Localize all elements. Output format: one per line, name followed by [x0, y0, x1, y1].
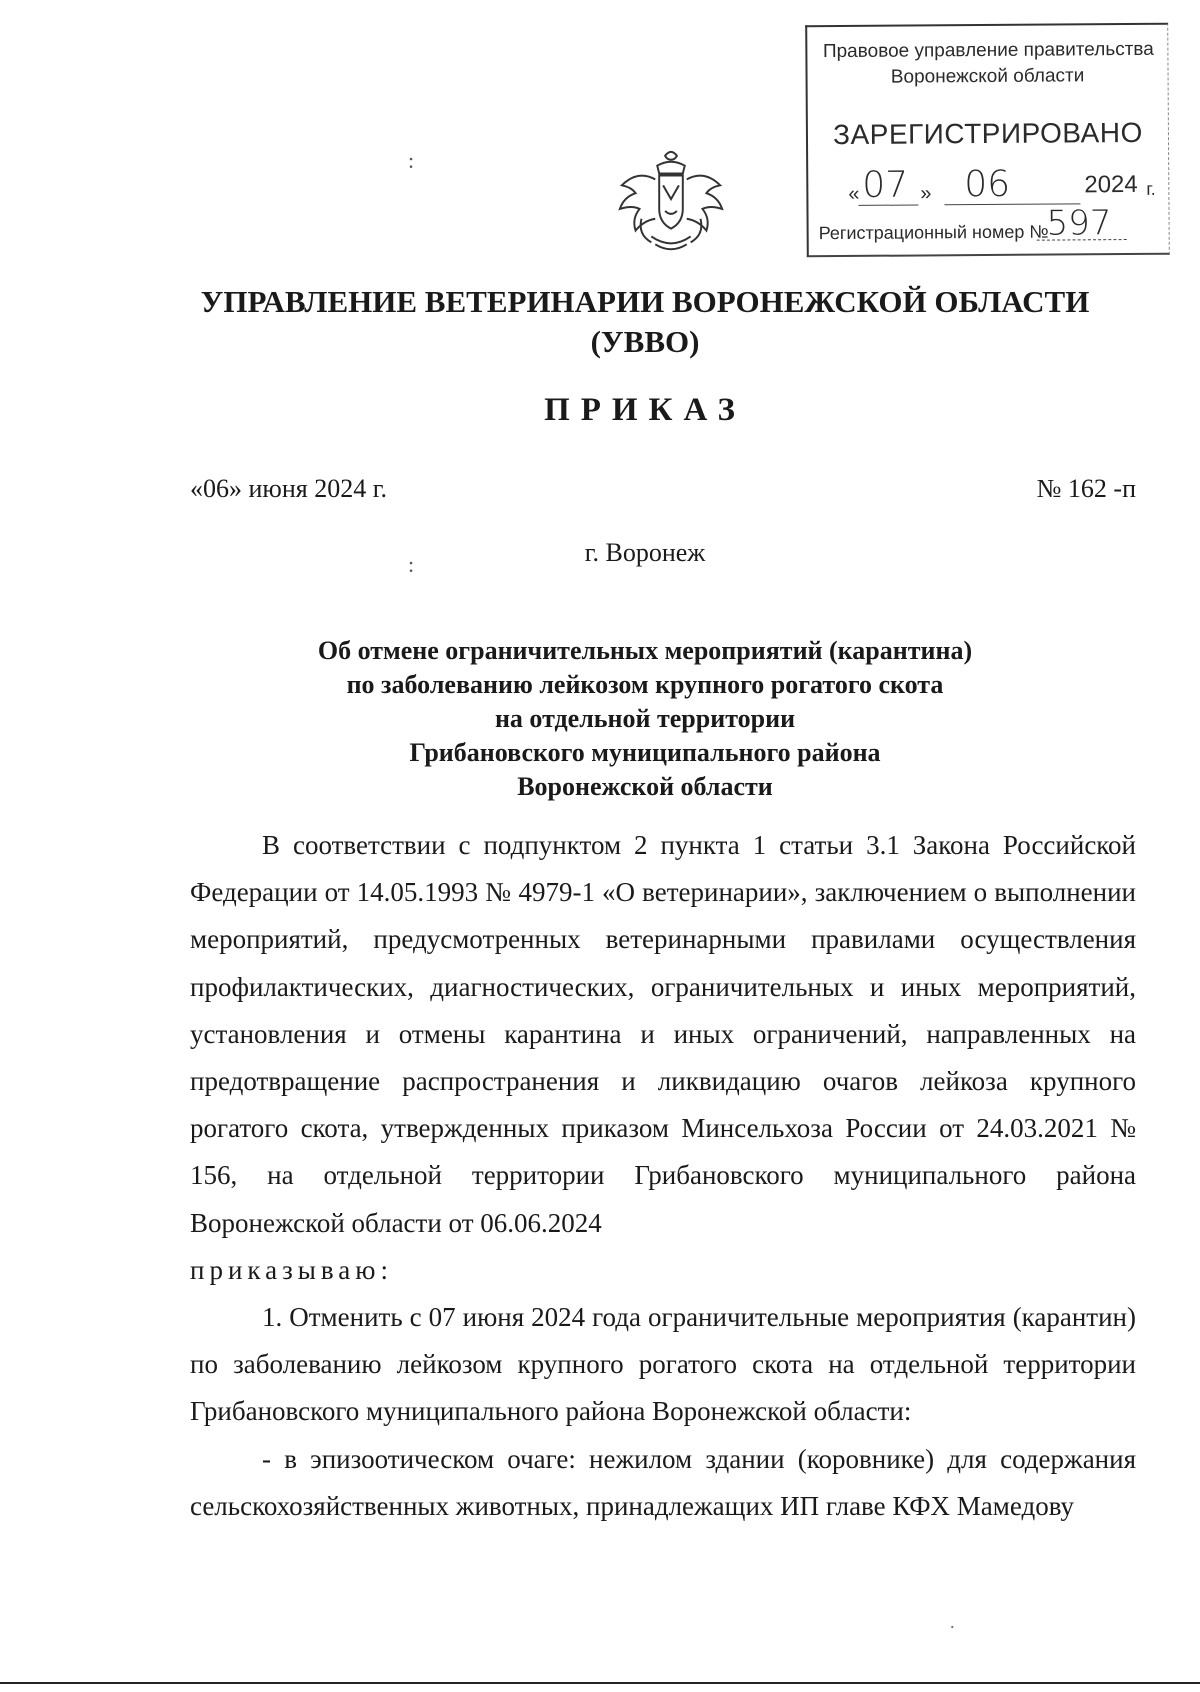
title-line: по заболеванию лейкозом крупного рогатого скота [346, 670, 944, 699]
stamp-date [848, 165, 1158, 207]
stamp-year-suffix: г. [1146, 178, 1156, 199]
order-word: приказываю: [190, 1254, 393, 1285]
stamp-month: 06 [964, 163, 1011, 206]
document-date: «06» июня 2024 г. [190, 474, 387, 503]
title-line: Об отмене ограничительных мероприятий (карантина) [317, 636, 973, 665]
scan-edge-line [0, 1682, 1200, 1684]
title-line: Воронежской области [517, 772, 773, 801]
stamp-quote-close: » [920, 182, 932, 205]
stamp-reg-number: 597 [1046, 203, 1112, 244]
stamp-registered-label: ЗАРЕГИСТРИРОВАНО [833, 116, 1143, 151]
stamp-day: 07 [862, 164, 909, 206]
scan-artifact: . [950, 1612, 955, 1632]
stamp-region-line: Воронежской области [890, 65, 1085, 88]
title-line: на отдельной территории [494, 704, 796, 733]
document-number: № 162 -п [1036, 474, 1136, 503]
document-title [150, 634, 1140, 804]
organization-abbreviation: (УВВО) [590, 324, 700, 359]
organization-name: УПРАВЛЕНИЕ ВЕТЕРИНАРИИ ВОРОНЕЖСКОЙ ОБЛАСТИ [200, 284, 1090, 319]
order-item-1: 1. Отменить с 07 июня 2024 года ограничительные мероприятия (карантин) по заболеванию лейкозом крупного рогатого скота на отдельной территории Грибановского муниципального района Воронежской области: [190, 1302, 1136, 1427]
document-type-heading: ПРИКАЗ [544, 392, 746, 428]
coat-of-arms-emblem [612, 146, 730, 264]
scan-artifact: : [408, 552, 415, 577]
stamp-authority-line: Правовое управление правительства [822, 38, 1154, 63]
order-item-1-subitem: - в эпизоотическом очаге: нежилом здании (коровнике) для содержания сельскохозяйственных животных, принадлежащих ИП главе КФХ Мамедову [190, 1443, 1136, 1521]
document-city: г. Воронеж [584, 538, 706, 567]
stamp-year: 2024 [1084, 170, 1138, 199]
preamble-paragraph: В соответствии с подпунктом 2 пункта 1 статьи 3.1 Закона Российской Федерации от 14.05.1993 № 4979-1 «О ветеринарии», заключением о выполнении мероприятий, предусмотренных ветеринарными правилами осуществления профилактических, диагностических, ограничительных и иных мероприятий, установления и отмены карантина и иных ограничений, направленных на предотвращение распространения и ликвидацию очагов лейкоза крупного рогатого скота, утвержденных приказом Минсельхоза России от 24.03.2021 № 156, на отдельной территории Грибановского муниципального района Воронежской области от 06.06.2024 [190, 830, 1136, 1238]
document-body [190, 822, 1136, 1530]
stamp-reg-number-label: Регистрационный номер № [818, 221, 1049, 244]
title-line: Грибановского муниципального района [409, 738, 881, 767]
registration-stamp [805, 23, 1170, 258]
stamp-quote-open: « [848, 182, 860, 205]
scan-artifact: : [408, 148, 415, 173]
